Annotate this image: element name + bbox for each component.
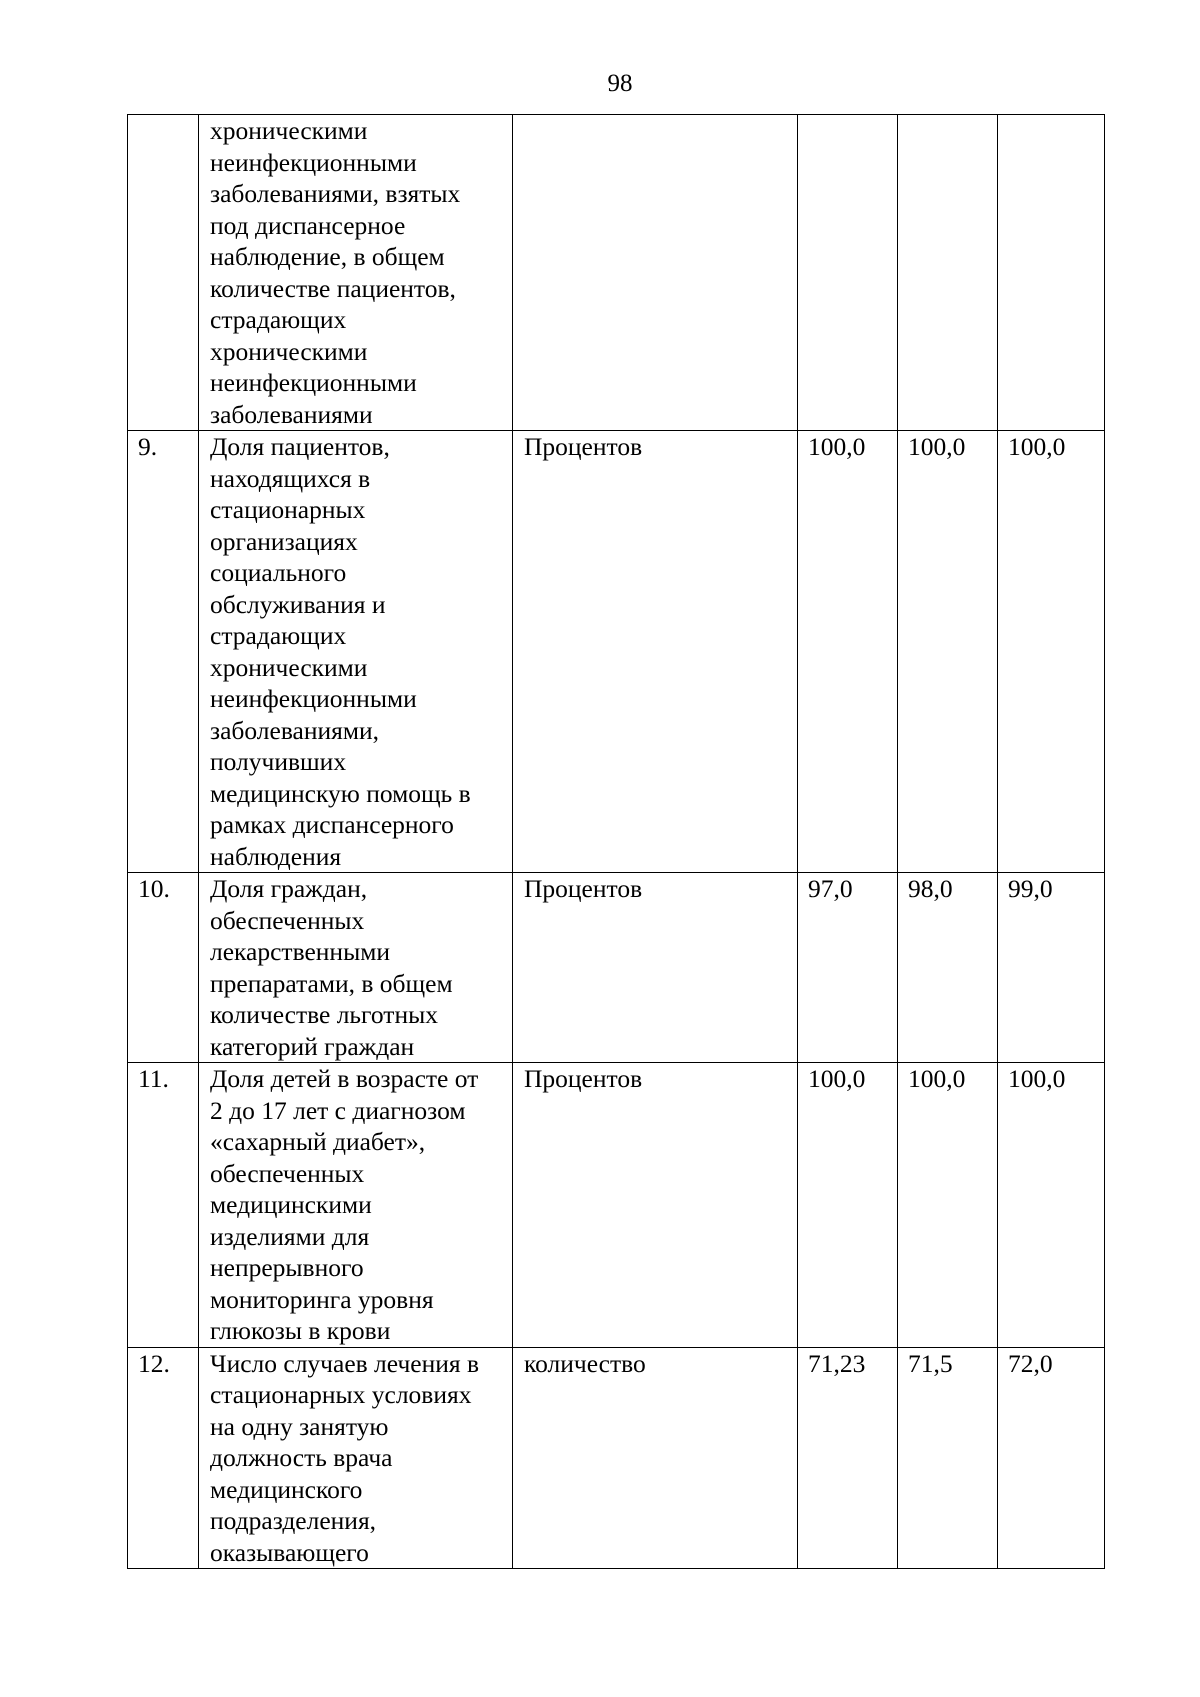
unit-cell: Процентов	[513, 873, 798, 1063]
indicator-name-line: наблюдение, в общем	[210, 242, 445, 271]
indicator-name-line: неинфекционными	[210, 147, 417, 177]
indicator-name-line: подразделения,	[210, 1506, 377, 1535]
value-cell-year-1	[798, 115, 898, 431]
indicator-name-line: неинфекционными	[210, 368, 417, 397]
indicator-name-line: заболеваниями	[210, 399, 373, 429]
indicator-name-cell	[199, 873, 513, 1063]
value-cell-year-2: 71,5	[898, 1347, 998, 1569]
indicator-name-line: обеспеченных	[210, 905, 365, 935]
indicator-name-line: Доля детей в возрасте от	[210, 1064, 479, 1093]
indicator-name-line: получивших	[210, 747, 347, 776]
indicator-name-line: страдающих	[210, 621, 347, 650]
unit-cell	[513, 115, 798, 431]
value-cell-year-2: 100,0	[898, 431, 998, 873]
indicator-name-line: Доля граждан,	[210, 874, 368, 903]
value-cell-year-1: 71,23	[798, 1347, 898, 1569]
indicator-name-line: организациях	[210, 526, 358, 556]
indicator-name-cell	[199, 115, 513, 431]
indicator-name-line: стационарных	[210, 495, 366, 524]
indicator-name-line: мониторинга уровня	[210, 1284, 434, 1314]
indicator-name-line: хроническими	[210, 336, 368, 366]
indicator-name-line: обеспеченных	[210, 1158, 365, 1188]
unit-cell: Процентов	[513, 1063, 798, 1348]
indicator-table	[127, 114, 1105, 1569]
value-cell-year-3: 100,0	[998, 1063, 1105, 1348]
value-cell-year-3: 99,0	[998, 873, 1105, 1063]
value-cell-year-3: 72,0	[998, 1347, 1105, 1569]
value-cell-year-2: 100,0	[898, 1063, 998, 1348]
indicator-name-line: стационарных условиях	[210, 1380, 472, 1409]
indicator-name-line: непрерывного	[210, 1253, 364, 1282]
indicator-name-line: обслуживания и	[210, 589, 386, 619]
indicator-name-line: количестве льготных	[210, 1000, 438, 1029]
indicator-name-line: категорий граждан	[210, 1031, 415, 1061]
unit-cell: Процентов	[513, 431, 798, 873]
indicator-name-cell	[199, 1063, 513, 1348]
indicator-name-line: страдающих	[210, 305, 347, 334]
indicator-name-line: оказывающего	[210, 1537, 369, 1567]
value-cell-year-2: 98,0	[898, 873, 998, 1063]
indicator-name-cell	[199, 431, 513, 873]
value-cell-year-3	[998, 115, 1105, 431]
indicator-name-line: заболеваниями,	[210, 715, 380, 745]
indicator-name-line: лекарственными	[210, 937, 390, 966]
value-cell-year-1: 100,0	[798, 1063, 898, 1348]
indicator-name-line: под диспансерное	[210, 210, 406, 240]
indicator-name-line: наблюдения	[210, 841, 342, 871]
value-cell-year-3: 100,0	[998, 431, 1105, 873]
indicator-name-line: находящихся в	[210, 463, 371, 493]
indicator-name-line: социального	[210, 558, 347, 587]
row-number-cell: 10.	[128, 873, 199, 1063]
table-row	[128, 1347, 1105, 1569]
indicator-name-line: на одну занятую	[210, 1411, 389, 1441]
indicator-name-line: медицинскую помощь в	[210, 778, 471, 808]
indicator-name-line: медицинскими	[210, 1190, 372, 1219]
indicator-name-line: изделиями для	[210, 1221, 370, 1251]
indicator-name-line: рамках диспансерного	[210, 810, 454, 839]
row-number-cell: 9.	[128, 431, 199, 873]
row-number-cell: 11.	[128, 1063, 199, 1348]
indicator-name-line: Число случаев лечения в	[210, 1348, 480, 1378]
value-cell-year-1: 100,0	[798, 431, 898, 873]
indicator-name-line: хроническими	[210, 116, 368, 145]
unit-cell: количество	[513, 1347, 798, 1569]
value-cell-year-2	[898, 115, 998, 431]
indicator-name-cell	[199, 1347, 513, 1569]
indicator-name-line: заболеваниями, взятых	[210, 179, 461, 208]
indicator-name-line: хроническими	[210, 652, 368, 682]
indicator-name-line: препаратами, в общем	[210, 968, 453, 998]
table-row	[128, 431, 1105, 873]
indicator-name-line: Доля пациентов,	[210, 432, 390, 461]
page-number: 98	[607, 70, 633, 97]
indicator-name-line: неинфекционными	[210, 684, 417, 713]
table-row	[128, 1063, 1105, 1348]
indicator-name-line: глюкозы в крови	[210, 1316, 391, 1345]
table-row	[128, 115, 1105, 431]
indicator-name-line: количестве пациентов,	[210, 273, 456, 303]
indicator-name-line: медицинского	[210, 1474, 363, 1504]
table-row	[128, 873, 1105, 1063]
row-number-cell: 12.	[128, 1347, 199, 1569]
indicator-name-line: «сахарный диабет»,	[210, 1127, 426, 1156]
indicator-name-line: 2 до 17 лет с диагнозом	[210, 1095, 466, 1125]
indicator-name-line: должность врача	[210, 1443, 393, 1472]
value-cell-year-1: 97,0	[798, 873, 898, 1063]
row-number-cell	[128, 115, 199, 431]
